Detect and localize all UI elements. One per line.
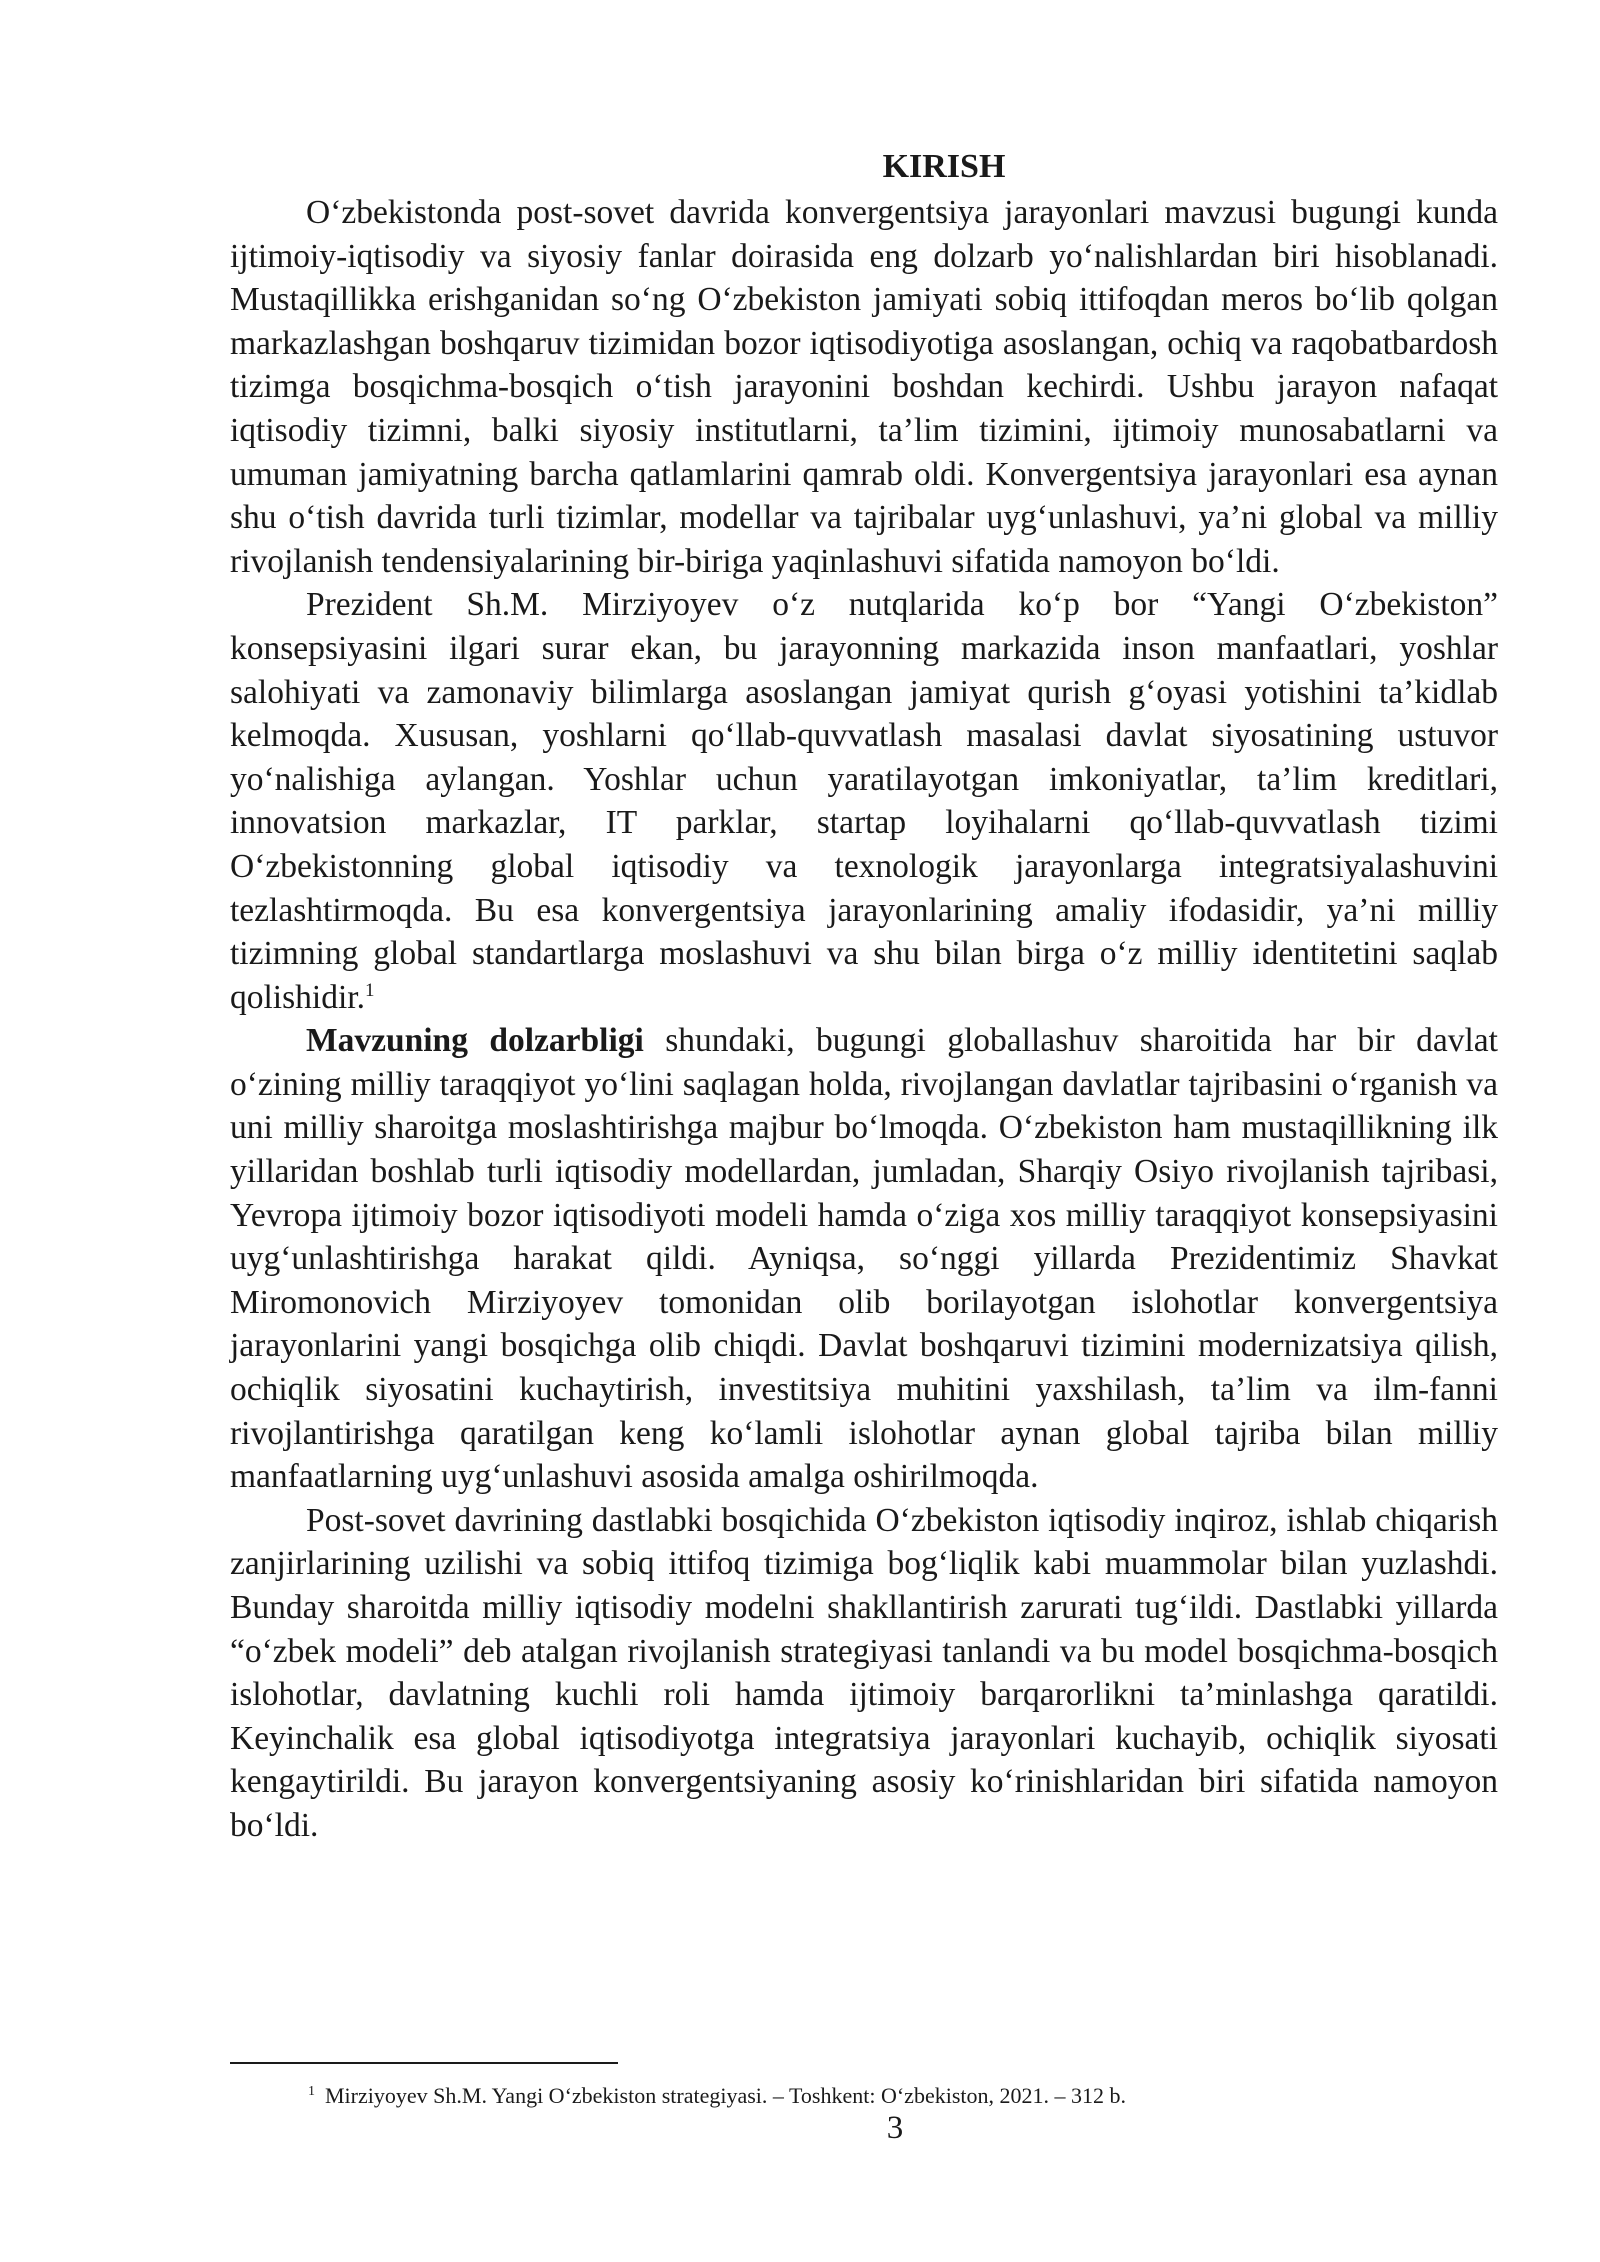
paragraph-3 <box>230 1019 1498 1499</box>
footnote-text: Mirziyoyev Sh.M. Yangi O‘zbekiston strategiyasi. – Toshkent: O‘zbekiston, 2021. – 312 b. <box>325 2083 1126 2108</box>
footnote-reference[interactable]: 1 <box>364 979 375 1001</box>
paragraph-text: O‘zbekistonda post-sovet davrida konvergentsiya jarayonlari mavzusi bugungi kunda ijtimoiy-iqtisodiy va siyosiy fanlar doirasida eng dolzarb yo‘nalishlardan biri hisoblanadi. Mustaqillikka erishganidan so‘ng O‘zbekiston jamiyati sobiq ittifoqdan meros bo‘lib qolgan markazlashgan boshqaruv tizimidan bozor iqtisodiyotiga asoslangan, ochiq va raqobatbardosh tizimga bosqichma-bosqich o‘tish jarayonini boshdan kechirdi. Ushbu jarayon nafaqat iqtisodiy tizimni, balki siyosiy institutlarni, ta’lim tizimini, ijtimoiy munosabatlarni va umuman jamiyatning barcha qatlamlarini qamrab oldi. Konvergentsiya jarayonlari esa aynan shu o‘tish davrida turli tizimlar, modellar va tajribalar uyg‘unlashuvi, ya’ni global va milliy rivojlanish tendensiyalarining bir-biriga yaqinlashuvi sifatida namoyon bo‘ldi. <box>230 194 1498 580</box>
paragraph-4 <box>230 1499 1498 1848</box>
paragraph-text: Post-sovet davrining dastlabki bosqichida O‘zbekiston iqtisodiy inqiroz, ishlab chiqarish zanjirlarining uzilishi va sobiq ittifoq tizimiga bog‘liqlik kabi muammolar bilan yuzlashdi. Bunday sharoitda milliy iqtisodiy modelni shakllantirish zarurati tug‘ildi. Dastlabki yillarda “o‘zbek modeli” deb atalgan rivojlanish strategiyasi tanlandi va bu model bosqichma-bosqich islohotlar, davlatning kuchli roli hamda ijtimoiy barqarorlikni ta’minlashga qaratildi. Keyinchalik esa global iqtisodiyotga integratsiya jarayonlari kuchayib, ochiqlik siyosati kengaytirildi. Bu jarayon konvergentsiyaning asosiy ko‘rinishlaridan biri sifatida namoyon bo‘ldi. <box>230 1501 1498 1844</box>
page-number: 3 <box>886 2110 904 2146</box>
paragraph-1 <box>230 191 1498 583</box>
page-title: KIRISH <box>882 148 1006 185</box>
paragraph-2 <box>230 583 1498 1019</box>
page-body <box>230 145 1498 1848</box>
paragraph-text: shundaki, bugungi globallashuv sharoitida har bir davlat o‘zining milliy taraqqiyot yo‘lini saqlagan holda, rivojlangan davlatlar tajribasini o‘rganish va uni milliy sharoitga moslashtirishga majbur bo‘lmoqda. O‘zbekiston ham mustaqillikning ilk yillaridan boshlab turli iqtisodiy modellardan, jumladan, Sharqiy Osiyo rivojlanish tajribasi, Yevropa ijtimoiy bozor iqtisodiyoti modeli hamda o‘ziga xos milliy taraqqiyot konsepsiyasini uyg‘unlashtirishga harakat qildi. Ayniqsa, so‘nggi yillarda Prezidentimiz Shavkat Miromonovich Mirziyoyev tomonidan olib borilayotgan islohotlar konvergentsiya jarayonlarini yangi bosqichga olib chiqdi. Davlat boshqaruvi tizimini modernizatsiya qilish, ochiqlik siyosatini kuchaytirish, investitsiya muhitini yaxshilash, ta’lim va ilm-fanni rivojlantirishga qaratilgan keng ko‘lamli islohotlar aynan global tajriba bilan milliy manfaatlarning uyg‘unlashuvi asosida amalga oshirilmoqda. <box>230 1022 1498 1496</box>
paragraph-text: Prezident Sh.M. Mirziyoyev o‘z nutqlarida ko‘p bor “Yangi O‘zbekiston” konsepsiyasini ilgari surar ekan, bu jarayonning markazida inson manfaatlari, yoshlar salohiyati va zamonaviy bilimlarga asoslangan jamiyat qurish g‘oyasi yotishini ta’kidlab kelmoqda. Xususan, yoshlarni qo‘llab-quvvatlash masalasi davlat siyosatining ustuvor yo‘nalishiga aylangan. Yoshlar uchun yaratilayotgan imkoniyatlar, ta’lim kreditlari, innovatsion markazlar, IT parklar, startap loyihalarni qo‘llab-quvvatlash tizimi O‘zbekistonning global iqtisodiy va texnologik jarayonlarga integratsiyalashuvini tezlashtirmoqda. Bu esa konvergentsiya jarayonlarining amaliy ifodasidir, ya’ni milliy tizimning global standartlarga moslashuvi va shu bilan birga o‘z milliy identitetini saqlab qolishidir. <box>230 586 1498 1016</box>
footnote <box>308 2081 1498 2111</box>
footnote-marker: 1 <box>308 2083 315 2099</box>
footnote-separator <box>230 2062 618 2064</box>
bold-term: Mavzuning dolzarbligi <box>306 1022 644 1060</box>
